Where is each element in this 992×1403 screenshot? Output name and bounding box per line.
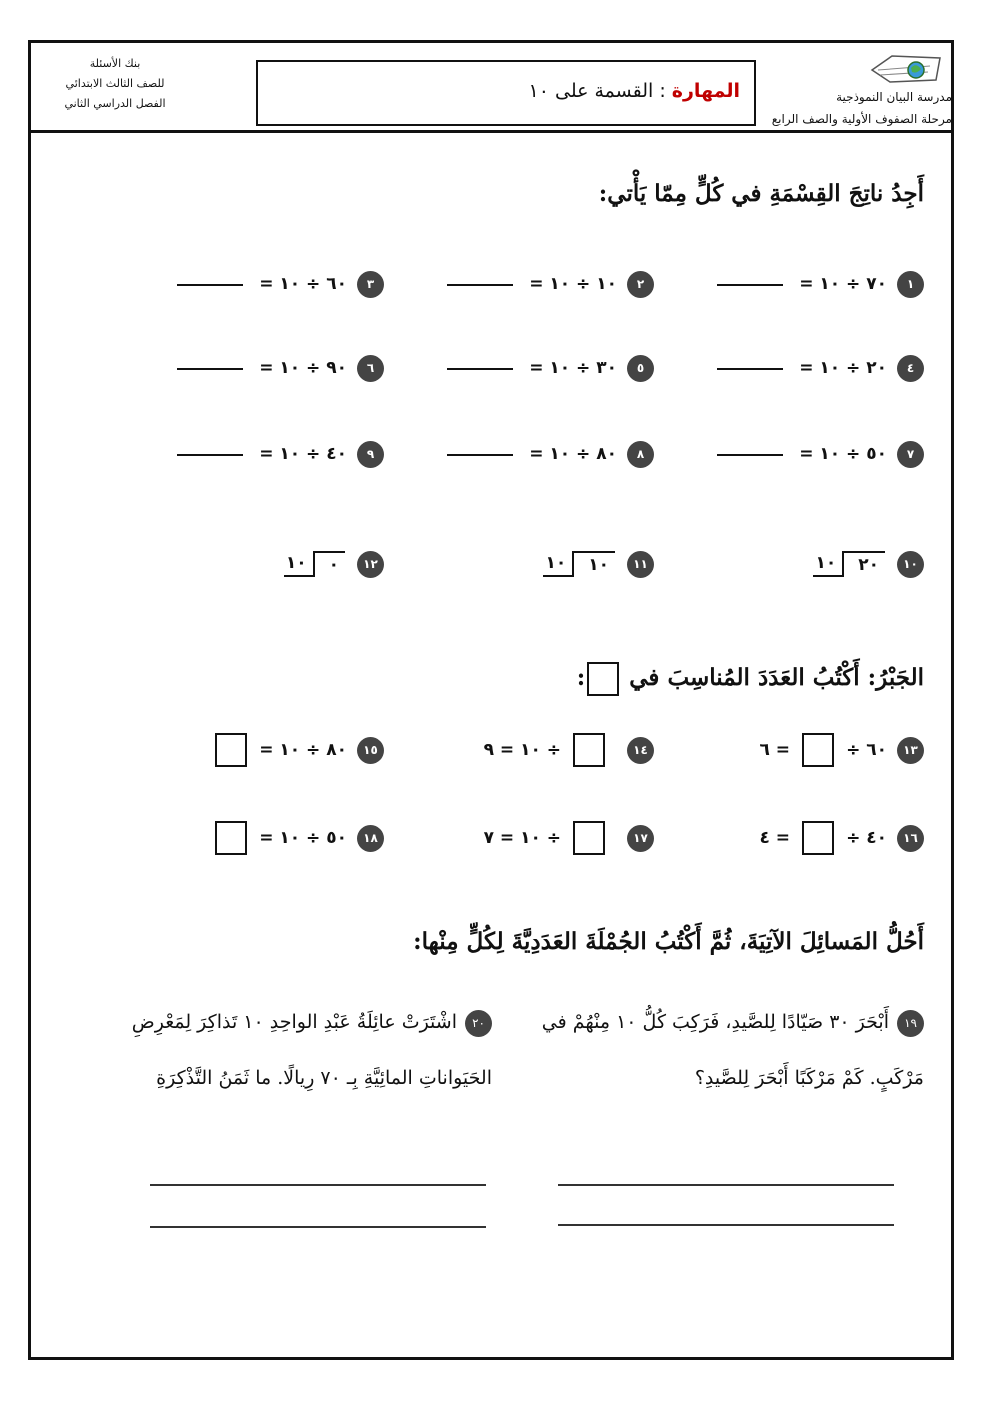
problem-expression: ٨٠ ÷ ١٠ =	[529, 444, 617, 464]
answer-blank[interactable]	[447, 452, 513, 456]
section2-title	[577, 662, 924, 696]
problem-10	[813, 544, 924, 584]
bank-title: بنك الأسئلة	[89, 57, 141, 70]
expression-part-a: ٨٠ ÷ ١٠ =	[259, 740, 347, 760]
skill-title	[529, 80, 740, 102]
section2-title-end: :	[576, 664, 586, 691]
word-problem-20	[102, 994, 492, 1106]
problem-number: ٢٠	[465, 1010, 492, 1037]
bank-grade: للصف الثالث الابتدائي	[65, 77, 165, 90]
dividend: ٠	[313, 551, 345, 577]
problem-expression: ٩٠ ÷ ١٠ =	[259, 358, 347, 378]
problem-number: ١٥	[357, 737, 384, 764]
skill-text: : القسمة على ١٠	[528, 80, 666, 102]
answer-blank[interactable]	[177, 452, 243, 456]
answer-line[interactable]	[150, 1226, 486, 1228]
school-block	[742, 50, 952, 130]
expression-part-a: ٤٠ ÷	[846, 828, 887, 848]
school-stage: مرحلة الصفوف الأولية والصف الرابع	[771, 112, 952, 126]
problem-13	[654, 730, 924, 770]
answer-blank[interactable]	[717, 282, 783, 286]
divisor: ١٠	[813, 553, 842, 577]
expression-part-b: ÷ ١٠ = ٩	[483, 740, 561, 760]
section2-title-text: الجَبْرُ: أَكْتُبُ العَدَدَ المُناسِبَ في	[629, 664, 924, 691]
problem-1	[654, 264, 924, 304]
problem-number: ١٧	[627, 825, 654, 852]
word-problem-19	[534, 994, 924, 1106]
long-division[interactable]	[813, 551, 885, 577]
expression-part-b: = ٦	[759, 740, 791, 760]
header-divider	[28, 130, 954, 133]
problem-number: ٢	[627, 271, 654, 298]
problem-15	[114, 730, 384, 770]
page-frame	[28, 40, 954, 1360]
answer-blank[interactable]	[177, 366, 243, 370]
problem-number: ١١	[627, 551, 654, 578]
word-problem-text: أَبْحَرَ ٣٠ صَيّادًا لِلصَّيدِ، فَرَكِبَ كُلُّ ١٠ مِنْهُمْ في مَرْكَبٍ. كَمْ مَرْكَبًا أَبْحَرَ لِلصَّيدِ؟	[541, 1011, 924, 1089]
problem-9	[114, 434, 384, 474]
problem-14	[384, 730, 654, 770]
skill-box	[256, 60, 756, 126]
problem-expression: ١٠ ÷ ١٠ =	[529, 274, 617, 294]
answer-box[interactable]	[802, 821, 834, 855]
problem-3	[114, 264, 384, 304]
answer-blank[interactable]	[717, 366, 783, 370]
problem-number: ١٠	[897, 551, 924, 578]
problem-number: ٩	[357, 441, 384, 468]
answer-line[interactable]	[150, 1184, 486, 1186]
problem-4	[654, 348, 924, 388]
problem-expression: ٥٠ ÷ ١٠ =	[799, 444, 887, 464]
skill-label: المهارة	[671, 80, 740, 102]
problem-number: ٥	[627, 355, 654, 382]
divisor: ١٠	[284, 553, 313, 577]
problem-number: ١٤	[627, 737, 654, 764]
dividend: ٢٠	[842, 551, 885, 577]
problem-number: ١	[897, 271, 924, 298]
problem-number: ٦	[357, 355, 384, 382]
problem-17	[384, 818, 654, 858]
problem-number: ١٣	[897, 737, 924, 764]
dividend: ١٠	[572, 551, 615, 577]
problem-5	[384, 348, 654, 388]
answer-box[interactable]	[215, 733, 247, 767]
problem-expression: ٣٠ ÷ ١٠ =	[529, 358, 617, 378]
answer-box[interactable]	[573, 733, 605, 767]
answer-line[interactable]	[558, 1224, 894, 1226]
problem-number: ١٦	[897, 825, 924, 852]
answer-blank[interactable]	[717, 452, 783, 456]
problem-expression: ٤٠ ÷ ١٠ =	[259, 444, 347, 464]
expression-part-a: ٦٠ ÷	[846, 740, 887, 760]
problem-11	[543, 544, 654, 584]
section3-title: أَحُلُّ المَسائِلَ الآتِيَةَ، ثُمَّ أَكْتُبُ الجُمْلَةَ العَدَدِيَّةَ لِكُلٍّ مِنْها:	[413, 928, 924, 955]
answer-box-sample	[587, 662, 619, 696]
problem-18	[114, 818, 384, 858]
problem-expression: ٢٠ ÷ ١٠ =	[799, 358, 887, 378]
word-problem-text: اشْتَرَتْ عائِلَةُ عَبْدِ الواحِدِ ١٠ تَذاكِرَ لِمَعْرِضِ الحَيَواناتِ المائِيَّةِ بِـ ٧٠ رِيالًا. ما ثَمَنُ التَّذْكِرَةِ	[131, 1011, 492, 1089]
problem-12	[284, 544, 384, 584]
answer-blank[interactable]	[177, 282, 243, 286]
problem-number: ٧	[897, 441, 924, 468]
divisor: ١٠	[543, 553, 572, 577]
long-division[interactable]	[284, 551, 345, 577]
long-division[interactable]	[543, 551, 615, 577]
school-logo-icon	[870, 50, 942, 86]
problem-number: ٣	[357, 271, 384, 298]
question-bank-block	[40, 54, 190, 114]
answer-blank[interactable]	[447, 282, 513, 286]
problem-number: ١٨	[357, 825, 384, 852]
problem-number: ٤	[897, 355, 924, 382]
answer-blank[interactable]	[447, 366, 513, 370]
problem-8	[384, 434, 654, 474]
problem-6	[114, 348, 384, 388]
answer-box[interactable]	[802, 733, 834, 767]
problem-16	[654, 818, 924, 858]
expression-part-a: ٥٠ ÷ ١٠ =	[259, 828, 347, 848]
problem-number: ٨	[627, 441, 654, 468]
problem-number: ١٩	[897, 1010, 924, 1037]
problem-expression: ٧٠ ÷ ١٠ =	[799, 274, 887, 294]
answer-line[interactable]	[558, 1184, 894, 1186]
problem-2	[384, 264, 654, 304]
section1-title: أَجِدُ ناتِجَ القِسْمَةِ في كُلٍّ مِمّا يَأْتي:	[598, 180, 924, 207]
expression-part-b: ÷ ١٠ = ٧	[483, 828, 561, 848]
problem-expression: ٦٠ ÷ ١٠ =	[259, 274, 347, 294]
school-name: مدرسة البيان النموذجية	[836, 90, 952, 104]
answer-box[interactable]	[573, 821, 605, 855]
problem-7	[654, 434, 924, 474]
expression-part-b: = ٤	[759, 828, 791, 848]
problem-number: ١٢	[357, 551, 384, 578]
bank-term: الفصل الدراسي الثاني	[64, 97, 166, 110]
answer-box[interactable]	[215, 821, 247, 855]
